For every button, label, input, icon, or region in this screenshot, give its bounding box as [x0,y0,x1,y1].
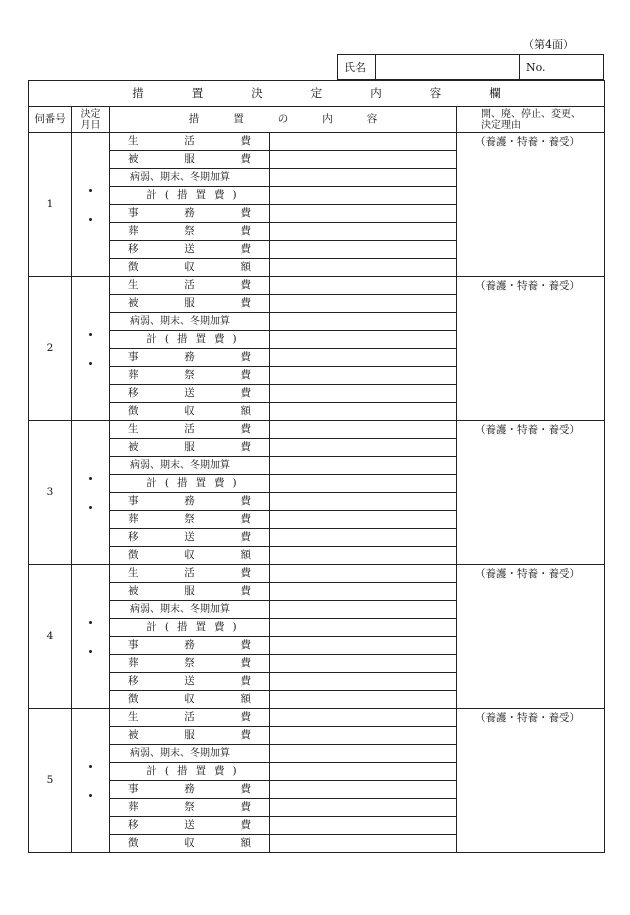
item-label [110,241,270,259]
item-amount-field[interactable] [270,673,457,691]
item-label [110,187,270,205]
item-label-char: ( [164,765,169,778]
inquiry-number: 1 [29,133,72,277]
item-label-char: 生 [128,423,139,436]
facility-type-label: （養護・特養・養受） [475,568,580,580]
item-label-char: ( [164,189,169,202]
decision-date-header-line1: 決定 [80,108,101,120]
item-label-char: 収 [184,261,195,274]
name-field[interactable] [376,55,520,79]
item-amount-field[interactable] [270,457,457,475]
facility-type-label: （養護・特養・養受） [475,280,580,292]
item-label [110,259,270,277]
item-label-char: 徴 [128,261,139,274]
item-label-char: 祭 [184,369,195,382]
item-label-char: 移 [128,387,139,400]
decision-reason-field[interactable] [457,565,605,709]
item-label [110,709,270,727]
item-label [110,655,270,673]
item-label-char: ( [164,333,169,346]
item-label-char: 費 [240,819,251,832]
item-label-char: 服 [184,729,195,742]
item-label [110,529,270,547]
item-label [110,205,270,223]
item-label-text: 病弱、期末、冬期加算 [130,747,230,759]
item-label-char: 生 [128,711,139,724]
item-label-char: 置 [195,477,206,490]
name-label: 氏名 [338,55,376,79]
item-amount-field[interactable] [270,583,457,601]
item-label-char: 費 [240,135,251,148]
item-label-char: 活 [184,567,195,580]
item-amount-field[interactable] [270,709,457,727]
item-amount-field[interactable] [270,295,457,313]
item-label-char: 費 [240,567,251,580]
item-label-char: 服 [184,297,195,310]
date-separator-dot [89,218,92,221]
item-label [110,691,270,709]
table-row [29,277,605,295]
item-label-char: 費 [240,513,251,526]
item-amount-field[interactable] [270,133,457,151]
item-amount-field[interactable] [270,529,457,547]
item-label [110,439,270,457]
item-amount-field[interactable] [270,277,457,295]
item-label-char: 計 [146,621,157,634]
item-label-text: 病弱、期末、冬期加算 [130,171,230,183]
item-label-char: 費 [240,297,251,310]
item-label [110,403,270,421]
date-separator-dot [89,621,92,624]
item-label-char: 徴 [128,693,139,706]
item-amount-field[interactable] [270,151,457,169]
inquiry-number: 4 [29,565,72,709]
item-label-char: 事 [128,207,139,220]
item-label-char: 費 [240,225,251,238]
item-amount-field[interactable] [270,331,457,349]
item-label-char: 計 [146,333,157,346]
item-label-char: 額 [240,837,251,850]
item-label-char: 葬 [128,801,139,814]
item-label-char: 額 [240,405,251,418]
item-label-char: 徴 [128,837,139,850]
item-label-char: 生 [128,567,139,580]
item-label-char: ) [232,333,237,346]
item-label [110,583,270,601]
item-label-char: ) [232,477,237,490]
item-label-char: 計 [146,765,157,778]
item-label [110,727,270,745]
item-label-char: 費 [240,495,251,508]
item-amount-field[interactable] [270,241,457,259]
item-label-char: 葬 [128,369,139,382]
content-header-label: 措置の内容 [188,113,412,126]
item-label-char: 計 [146,189,157,202]
item-label [110,313,270,331]
item-label-char: 務 [184,495,195,508]
decision-date-header [72,107,110,133]
item-label-char: 費 [240,351,251,364]
item-label-char: 務 [184,207,195,220]
inquiry-number: 3 [29,421,72,565]
item-label-char: 費 [240,387,251,400]
item-label-char: 務 [184,783,195,796]
decision-reason-field[interactable] [457,277,605,421]
item-amount-field[interactable] [270,205,457,223]
item-label-char: 被 [128,441,139,454]
item-label-char: 祭 [184,225,195,238]
item-label-char: 収 [184,405,195,418]
item-amount-field[interactable] [270,763,457,781]
item-label-char: 葬 [128,225,139,238]
facility-type-label: （養護・特養・養受） [475,424,580,436]
item-label-char: 費 [240,207,251,220]
item-label-char: 置 [195,333,206,346]
item-label-char: 費 [214,765,225,778]
table-row [29,565,605,583]
item-label-char: 活 [184,279,195,292]
item-label-char: 被 [128,297,139,310]
date-separator-dot [89,765,92,768]
inquiry-number: 5 [29,709,72,853]
item-amount-field[interactable] [270,565,457,583]
item-label-char: ) [232,621,237,634]
table-row [29,709,605,727]
item-amount-field[interactable] [270,817,457,835]
item-label [110,835,270,853]
item-label-char: 被 [128,585,139,598]
item-amount-field[interactable] [270,547,457,565]
item-label [110,169,270,187]
item-label [110,133,270,151]
item-label [110,349,270,367]
item-label-char: 費 [214,189,225,202]
item-label-char: 徴 [128,405,139,418]
item-label [110,277,270,295]
item-label-char: 収 [184,837,195,850]
item-label-char: 葬 [128,657,139,670]
item-label-char: 送 [184,531,195,544]
item-label-char: 祭 [184,657,195,670]
reason-header-line2: 決定理由 [481,119,521,131]
item-label [110,781,270,799]
item-amount-field[interactable] [270,727,457,745]
item-amount-field[interactable] [270,781,457,799]
item-label-char: 費 [240,441,251,454]
facility-type-label: （養護・特養・養受） [475,136,580,148]
item-label-char: 費 [240,675,251,688]
item-label-char: 送 [184,819,195,832]
item-label-char: 額 [240,549,251,562]
item-label-char: 費 [240,243,251,256]
item-label-char: 移 [128,819,139,832]
item-label-char: 祭 [184,513,195,526]
table-row [29,421,605,439]
item-label-char: 務 [184,639,195,652]
item-label-char: ) [232,765,237,778]
item-label-char: 費 [214,621,225,634]
item-amount-field[interactable] [270,385,457,403]
item-label [110,565,270,583]
decision-date-field[interactable] [72,277,110,421]
item-label [110,151,270,169]
item-amount-field[interactable] [270,799,457,817]
item-label-char: 費 [214,477,225,490]
item-amount-field[interactable] [270,619,457,637]
item-label-char: 生 [128,279,139,292]
decision-date-field[interactable] [72,133,110,277]
date-separator-dot [89,477,92,480]
item-label [110,763,270,781]
item-label [110,385,270,403]
decision-date-header-line2: 月日 [80,119,101,131]
item-label-char: 徴 [128,549,139,562]
date-separator-dot [89,794,92,797]
inquiry-number-header: 伺番号 [29,107,72,133]
decision-reason-field[interactable] [457,133,605,277]
item-label-char: 費 [240,657,251,670]
item-label-char: 収 [184,693,195,706]
item-label-char: 額 [240,693,251,706]
reason-header [457,107,605,133]
item-label-char: 移 [128,243,139,256]
item-label [110,637,270,655]
item-label-char: 費 [240,531,251,544]
item-label-char: 計 [146,477,157,490]
item-amount-field[interactable] [270,349,457,367]
item-label-char: 葬 [128,513,139,526]
facility-type-label: （養護・特養・養受） [475,712,580,724]
item-label [110,421,270,439]
decision-date-field[interactable] [72,421,110,565]
decision-date-field[interactable] [72,565,110,709]
item-label [110,673,270,691]
item-label-char: 費 [240,585,251,598]
item-label-char: 置 [195,765,206,778]
item-label-char: ) [232,189,237,202]
item-label-char: 事 [128,783,139,796]
item-amount-field[interactable] [270,691,457,709]
item-label [110,457,270,475]
page-number: （第4面） [523,38,574,51]
item-label-char: 務 [184,351,195,364]
item-amount-field[interactable] [270,367,457,385]
date-separator-dot [89,506,92,509]
name-header-row [337,54,604,80]
item-label-char: 服 [184,585,195,598]
item-amount-field[interactable] [270,493,457,511]
item-label-char: 送 [184,675,195,688]
item-label-char: 費 [240,279,251,292]
item-label-char: 移 [128,675,139,688]
table-row [29,133,605,151]
item-amount-field[interactable] [270,403,457,421]
item-label [110,799,270,817]
item-label-char: 事 [128,351,139,364]
item-label [110,619,270,637]
item-label-text: 病弱、期末、冬期加算 [130,603,230,615]
item-label-char: 措 [177,765,188,778]
item-label-char: 服 [184,153,195,166]
item-label-char: ( [164,477,169,490]
item-label-char: 生 [128,135,139,148]
decision-date-field[interactable] [72,709,110,853]
item-label-char: 置 [195,621,206,634]
item-label-text: 病弱、期末、冬期加算 [130,459,230,471]
decision-reason-field[interactable] [457,421,605,565]
item-label-char: 活 [184,711,195,724]
item-amount-field[interactable] [270,475,457,493]
item-label [110,331,270,349]
section-title: 措置決定内容欄 [132,85,549,100]
item-label [110,745,270,763]
item-label-char: 費 [240,423,251,436]
item-label-char: 祭 [184,801,195,814]
item-amount-field[interactable] [270,313,457,331]
item-label-char: 収 [184,549,195,562]
item-label [110,817,270,835]
item-amount-field[interactable] [270,655,457,673]
item-label-char: 被 [128,729,139,742]
item-label [110,475,270,493]
item-label-char: 措 [177,189,188,202]
item-label-char: 費 [240,783,251,796]
item-label-char: 送 [184,387,195,400]
item-label-char: 措 [177,477,188,490]
date-separator-dot [89,333,92,336]
item-label-char: 措 [177,621,188,634]
item-label-char: 移 [128,531,139,544]
item-label [110,223,270,241]
item-amount-field[interactable] [270,511,457,529]
number-label: No. [526,60,546,74]
item-label-char: 費 [240,801,251,814]
item-label-char: 被 [128,153,139,166]
item-label-char: 費 [240,729,251,742]
item-amount-field[interactable] [270,601,457,619]
item-amount-field[interactable] [270,439,457,457]
item-label-char: 措 [177,333,188,346]
item-label-char: 費 [240,711,251,724]
item-amount-field[interactable] [270,259,457,277]
item-label [110,367,270,385]
item-amount-field[interactable] [270,223,457,241]
item-amount-field[interactable] [270,637,457,655]
item-label-char: 事 [128,495,139,508]
item-label [110,511,270,529]
item-label-char: 活 [184,423,195,436]
item-amount-field[interactable] [270,745,457,763]
item-label [110,493,270,511]
item-label [110,601,270,619]
item-label-text: 病弱、期末、冬期加算 [130,315,230,327]
item-label-char: 送 [184,243,195,256]
item-label [110,295,270,313]
item-label-char: 事 [128,639,139,652]
section-title-cell [29,81,605,107]
item-label-char: 費 [240,153,251,166]
reason-header-line1: 開、廃、停止、変更、 [481,108,581,120]
item-label-char: 活 [184,135,195,148]
item-amount-field[interactable] [270,835,457,853]
item-amount-field[interactable] [270,421,457,439]
content-header [110,107,457,133]
date-separator-dot [89,362,92,365]
decision-reason-field[interactable] [457,709,605,853]
date-separator-dot [89,189,92,192]
item-label-char: 服 [184,441,195,454]
item-amount-field[interactable] [270,169,457,187]
item-label-char: 費 [240,639,251,652]
item-label-char: 費 [240,369,251,382]
decision-table [28,80,605,853]
item-label-char: 額 [240,261,251,274]
item-label-char: 費 [214,333,225,346]
date-separator-dot [89,650,92,653]
item-label [110,547,270,565]
item-label-char: ( [164,621,169,634]
inquiry-number: 2 [29,277,72,421]
item-label-char: 置 [195,189,206,202]
item-amount-field[interactable] [270,187,457,205]
